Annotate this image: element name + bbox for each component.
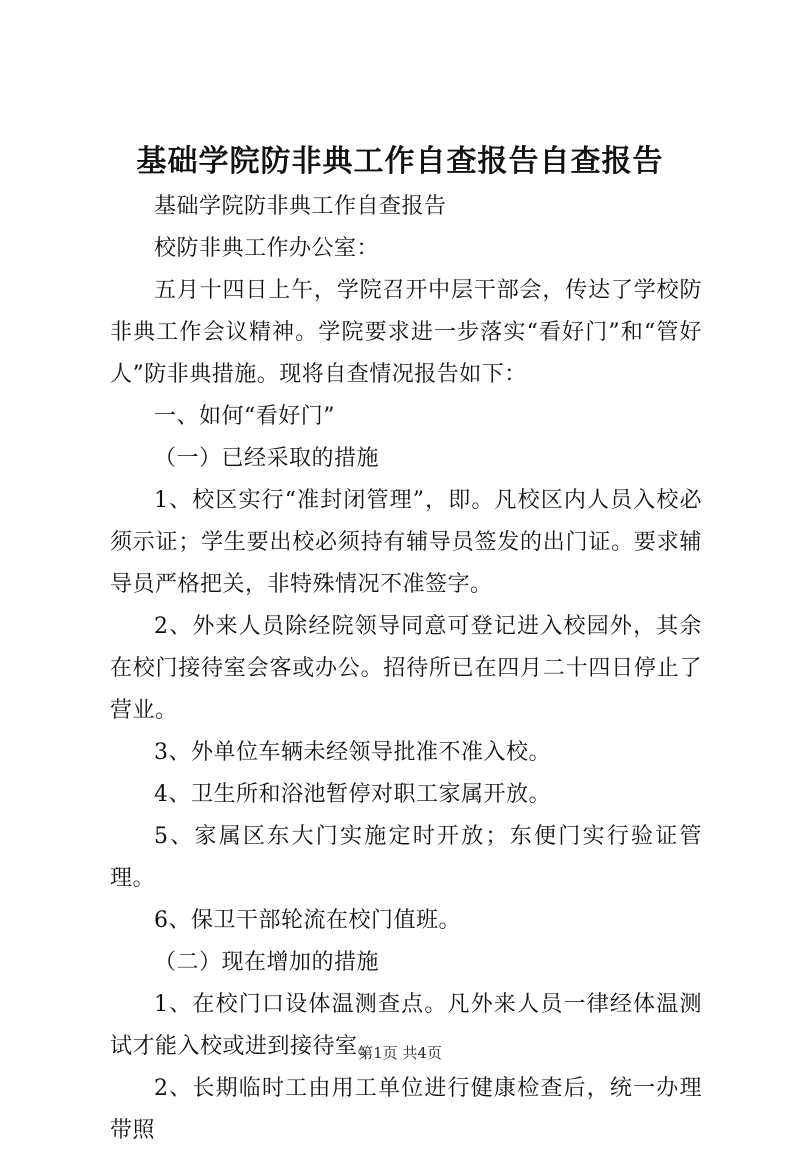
list-item: 5、家属区东大门实施定时开放；东便门实行验证管理。: [110, 824, 702, 891]
paragraph-recipient: 校防非典工作办公室：: [154, 236, 380, 261]
document-body: [110, 186, 702, 1152]
list-item: 1、在校门口设体温测查点。凡外来人员一律经体温测试才能入校或进到接待室。: [110, 992, 702, 1059]
document-title: 基础学院防非典工作自查报告自查报告: [136, 144, 664, 179]
paragraph-subtitle: 基础学院防非典工作自查报告: [154, 194, 447, 219]
list-item: 3、外单位车辆未经领导批准不准入校。: [154, 740, 551, 765]
subsection-heading-1: （一）已经采取的措施: [154, 446, 380, 471]
section-heading-1: 一、如何“看好门”: [154, 404, 335, 429]
subsection-heading-2: （二）现在增加的措施: [154, 950, 380, 975]
page-number: 第1页 共4页: [358, 1044, 442, 1062]
list-item: 4、卫生所和浴池暂停对职工家属开放。: [154, 782, 551, 807]
paragraph-intro: 五月十四日上午，学院召开中层干部会，传达了学校防非典工作会议精神。学院要求进一步落实“看好门”和“管好人”防非典措施。现将自查情况报告如下：: [110, 278, 702, 387]
list-item: 6、保卫干部轮流在校门值班。: [154, 908, 461, 933]
list-item: 1、校区实行“准封闭管理”，即。凡校区内人员入校必须示证；学生要出校必须持有辅导员签发的出门证。要求辅导员严格把关，非特殊情况不准签字。: [110, 488, 702, 597]
list-item: 2、外来人员除经院领导同意可登记进入校园外，其余在校门接待室会客或办公。招待所已在四月二十四日停止了营业。: [110, 614, 702, 723]
list-item: 2、长期临时工由用工单位进行健康检查后，统一办理带照: [110, 1076, 702, 1143]
